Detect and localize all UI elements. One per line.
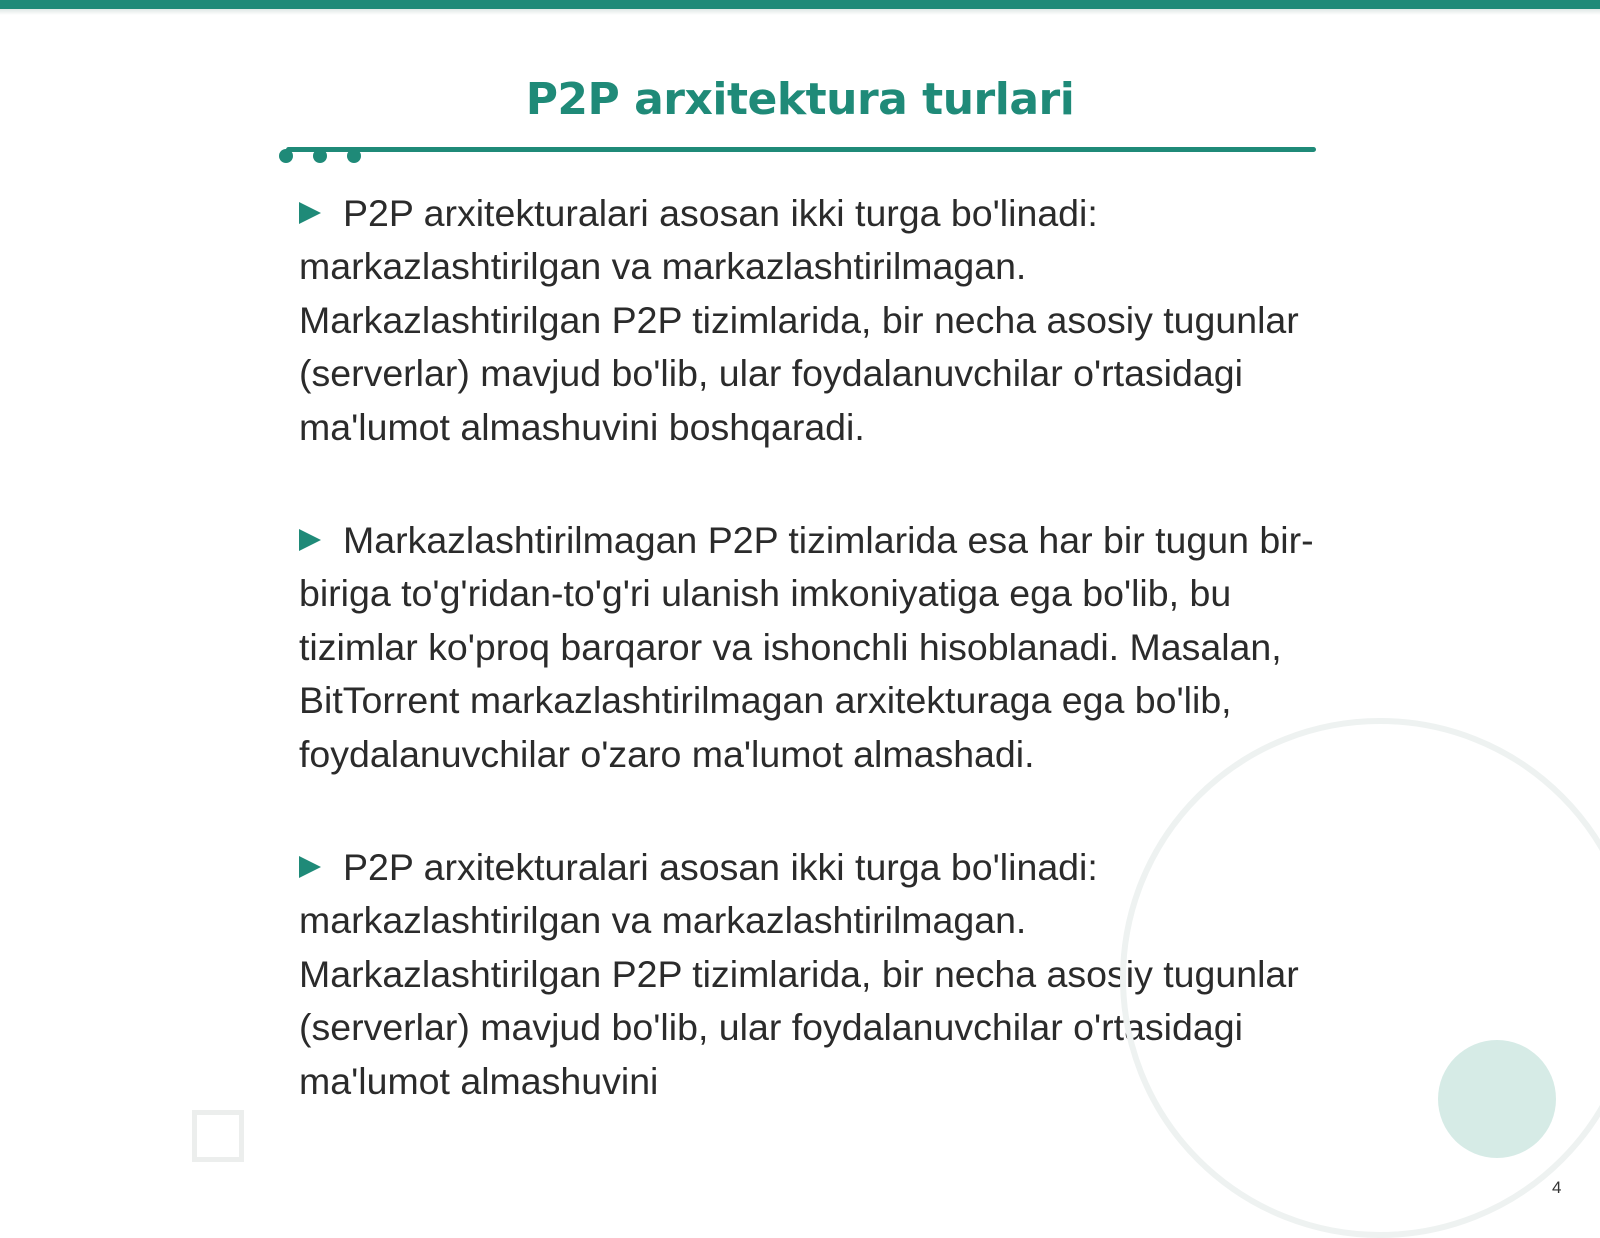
underline-dot [313, 149, 327, 163]
underline-dot [279, 149, 293, 163]
paragraph-text: P2P arxitekturalari asosan ikki turga bo'linadi: markazlashtirilgan va markazlashtirilmagan. Markazlashtirilgan P2P tizimlarida, bir necha asosiy tugunlar (serverlar) mavjud bo'lib, ular foydalanuvchilar o'rtasidagi ma'lumot almashuvini boshqaradi. [299, 192, 1299, 448]
triangle-bullet-icon [299, 529, 321, 551]
underline-dot [347, 149, 361, 163]
triangle-bullet-icon [299, 856, 321, 878]
paragraph-text: Markazlashtirilmagan P2P tizimlarida esa har bir tugun bir-biriga to'g'ridan-to'g'ri ulanish imkoniyatiga ega bo'lib, bu tizimlar ko'proq barqaror va ishonchli hisoblanadi. Masalan, BitTorrent markazlashtirilmagan arxitekturaga ega bo'lib, foydalanuvchilar o'zaro ma'lumot almashadi. [299, 519, 1314, 775]
title-underline [286, 147, 1316, 152]
bullet-paragraph [299, 514, 1319, 781]
slide-number: 4 [1552, 1178, 1562, 1197]
decorative-square [192, 1110, 244, 1162]
top-accent-bar [0, 0, 1600, 9]
paragraph-text: P2P arxitekturalari asosan ikki turga bo'linadi: markazlashtirilgan va markazlashtirilmagan. Markazlashtirilgan P2P tizimlarida, bir necha asosiy tugunlar (serverlar) mavjud bo'lib, ular foydalanuvchilar o'rtasidagi ma'lumot almashuvini [299, 846, 1299, 1102]
top-bar-shadow [0, 9, 1600, 15]
slide-title: P2P arxitektura turlari [525, 74, 1075, 125]
triangle-bullet-icon [299, 202, 321, 224]
decorative-circle [1438, 1040, 1556, 1158]
bullet-paragraph [299, 187, 1319, 454]
